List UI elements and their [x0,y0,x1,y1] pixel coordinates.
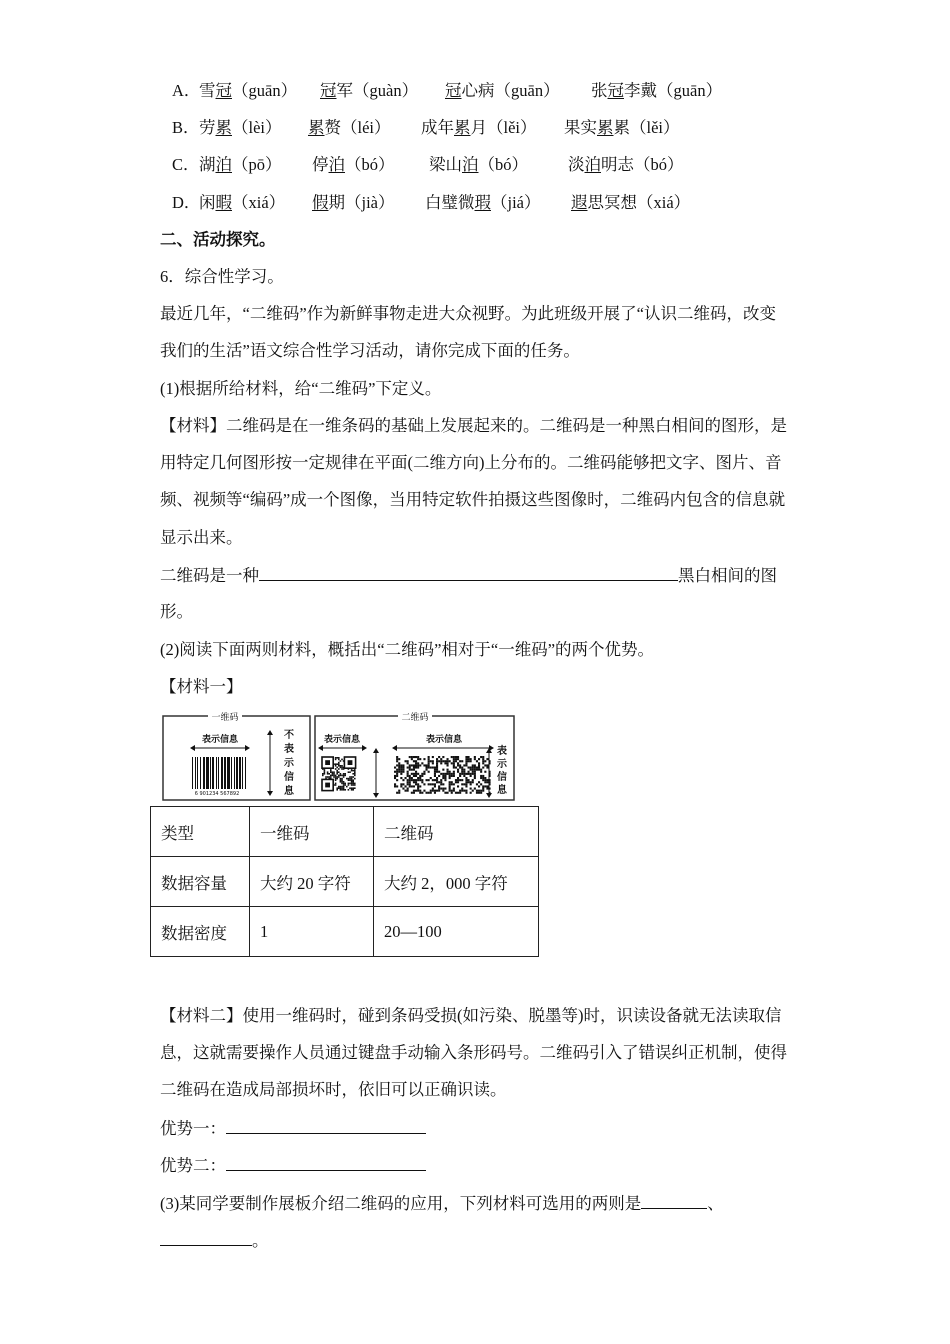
advantage-2-blank[interactable] [226,1154,426,1171]
answer-blank-1[interactable] [641,1192,707,1209]
table-cell: 类型 [151,807,250,857]
svg-text:不表示信息: 不表示信息 [284,730,294,797]
barcode-title: 一维码 [211,713,239,723]
material-2-line: 息，这就需要操作人员通过键盘手动输入条形码号。二维码引入了错误纠正机制，使得 [160,1043,787,1062]
answer-blank-2[interactable] [160,1229,252,1246]
material-line: 用特定几何图形按一定规律在平面(二维方向)上分布的。二维码能够把文字、图片、音 [160,453,782,472]
material-line: 【材料】二维码是在一维条码的基础上发展起来的。二维码是一种黑白相间的图形，是 [160,416,787,435]
table-cell: 二维码 [374,807,539,857]
definition-blank[interactable] [259,564,678,581]
info-vertical-label [497,744,508,796]
option-item: 张冠李戴（guān） [591,81,723,100]
option-item: 梁山泊（bó） [429,155,528,174]
advantage-1-label: 优势一： [160,1119,226,1138]
barcode-digits: 6 901234 567892 [194,791,240,797]
subquestion-1: (1)根据所给材料，给“二维码”下定义。 [160,379,442,398]
option-item: 闲暇（xiá） [199,193,286,212]
option-item: 果实累累（lěi） [564,118,680,137]
not-info-vertical-label [284,728,295,797]
definition-prefix: 二维码是一种 [160,566,259,585]
advantage-1-line [160,1117,426,1140]
table-row [151,807,539,857]
option-letter: A． [172,81,201,100]
definition-end: 形。 [160,602,193,621]
advantage-1-blank[interactable] [226,1117,426,1134]
option-letter: D． [172,193,201,212]
qrcode-info-label: 表示信息 [323,735,361,745]
intro-line: 我们的生活”语文综合性学习活动，请你完成下面的任务。 [160,341,580,360]
option-b [172,117,680,139]
end-mark: 。 [252,1231,269,1250]
option-letter: C． [172,155,200,174]
table-cell: 大约 2，000 字符 [374,857,539,907]
table-cell: 数据密度 [151,907,250,957]
definition-suffix: 黑白相间的图 [678,566,777,585]
advantage-2-label: 优势二： [160,1156,226,1175]
section-title: 二、活动探究。 [160,230,276,249]
table-cell: 数据容量 [151,857,250,907]
option-item: 成年累月（lěi） [421,118,537,137]
subquestion-3-line [160,1192,724,1215]
option-item: 雪冠（guān） [199,81,298,100]
intro-line: 最近几年，“二维码”作为新鲜事物走进大众视野。为此班级开展了“认识二维码，改变 [160,304,776,323]
barcode-comparison-figure [162,712,515,802]
option-item: 冠心病（guān） [445,81,560,100]
comparison-table [150,806,539,957]
qrcode-title: 二维码 [401,713,429,723]
option-item: 遐思冥想（xiá） [571,193,691,212]
table-cell: 一维码 [250,807,374,857]
option-item: 累赘（léi） [308,118,391,137]
definition-line [160,564,777,587]
option-item: 假期（jià） [312,193,395,212]
material-1-label: 【材料一】 [160,677,243,696]
question-6-title: 6．综合性学习。 [160,267,284,286]
option-c [172,154,684,176]
material-line: 显示出来。 [160,528,243,547]
option-letter: B． [172,118,200,137]
advantage-2-line [160,1154,426,1177]
option-a [172,80,723,102]
option-item: 淡泊明志（bó） [568,155,684,174]
material-line: 频、视频等“编码”成一个图像，当用特定软件拍摄这些图像时，二维码内包含的信息就 [160,490,786,509]
option-item: 白璧微瑕（jiá） [425,193,541,212]
table-row [151,907,539,957]
subquestion-3: (3)某同学要制作展板介绍二维码的应用，下列材料可选用的两则是 [160,1194,642,1213]
option-item: 湖泊（pō） [199,155,282,174]
option-d [172,192,691,214]
qrcode-small-graphic [322,757,356,791]
table-cell: 大约 20 字符 [250,857,374,907]
barcode-info-label: 表示信息 [201,735,239,745]
table-cell: 20—100 [374,907,539,957]
subquestion-2: (2)阅读下面两则材料，概括出“二维码”相对于“一维码”的两个优势。 [160,640,655,659]
subquestion-3-cont [160,1229,269,1252]
barcode-graphic [192,757,246,789]
option-item: 劳累（lèi） [199,118,282,137]
option-item: 冠军（guàn） [320,81,419,100]
table-cell: 1 [250,907,374,957]
option-item: 停泊（bó） [312,155,395,174]
material-2-line: 【材料二】使用一维码时，碰到条码受损(如污染、脱墨等)时，识读设备就无法读取信 [160,1006,782,1025]
table-row [151,857,539,907]
separator: 、 [707,1194,724,1213]
material-2-line: 二维码在造成局部损坏时，依旧可以正确识读。 [160,1080,507,1099]
qrcode-large-graphic [394,756,491,794]
qrcode2-info-label: 表示信息 [425,735,463,745]
svg-text:表示信息: 表示信息 [497,746,507,796]
